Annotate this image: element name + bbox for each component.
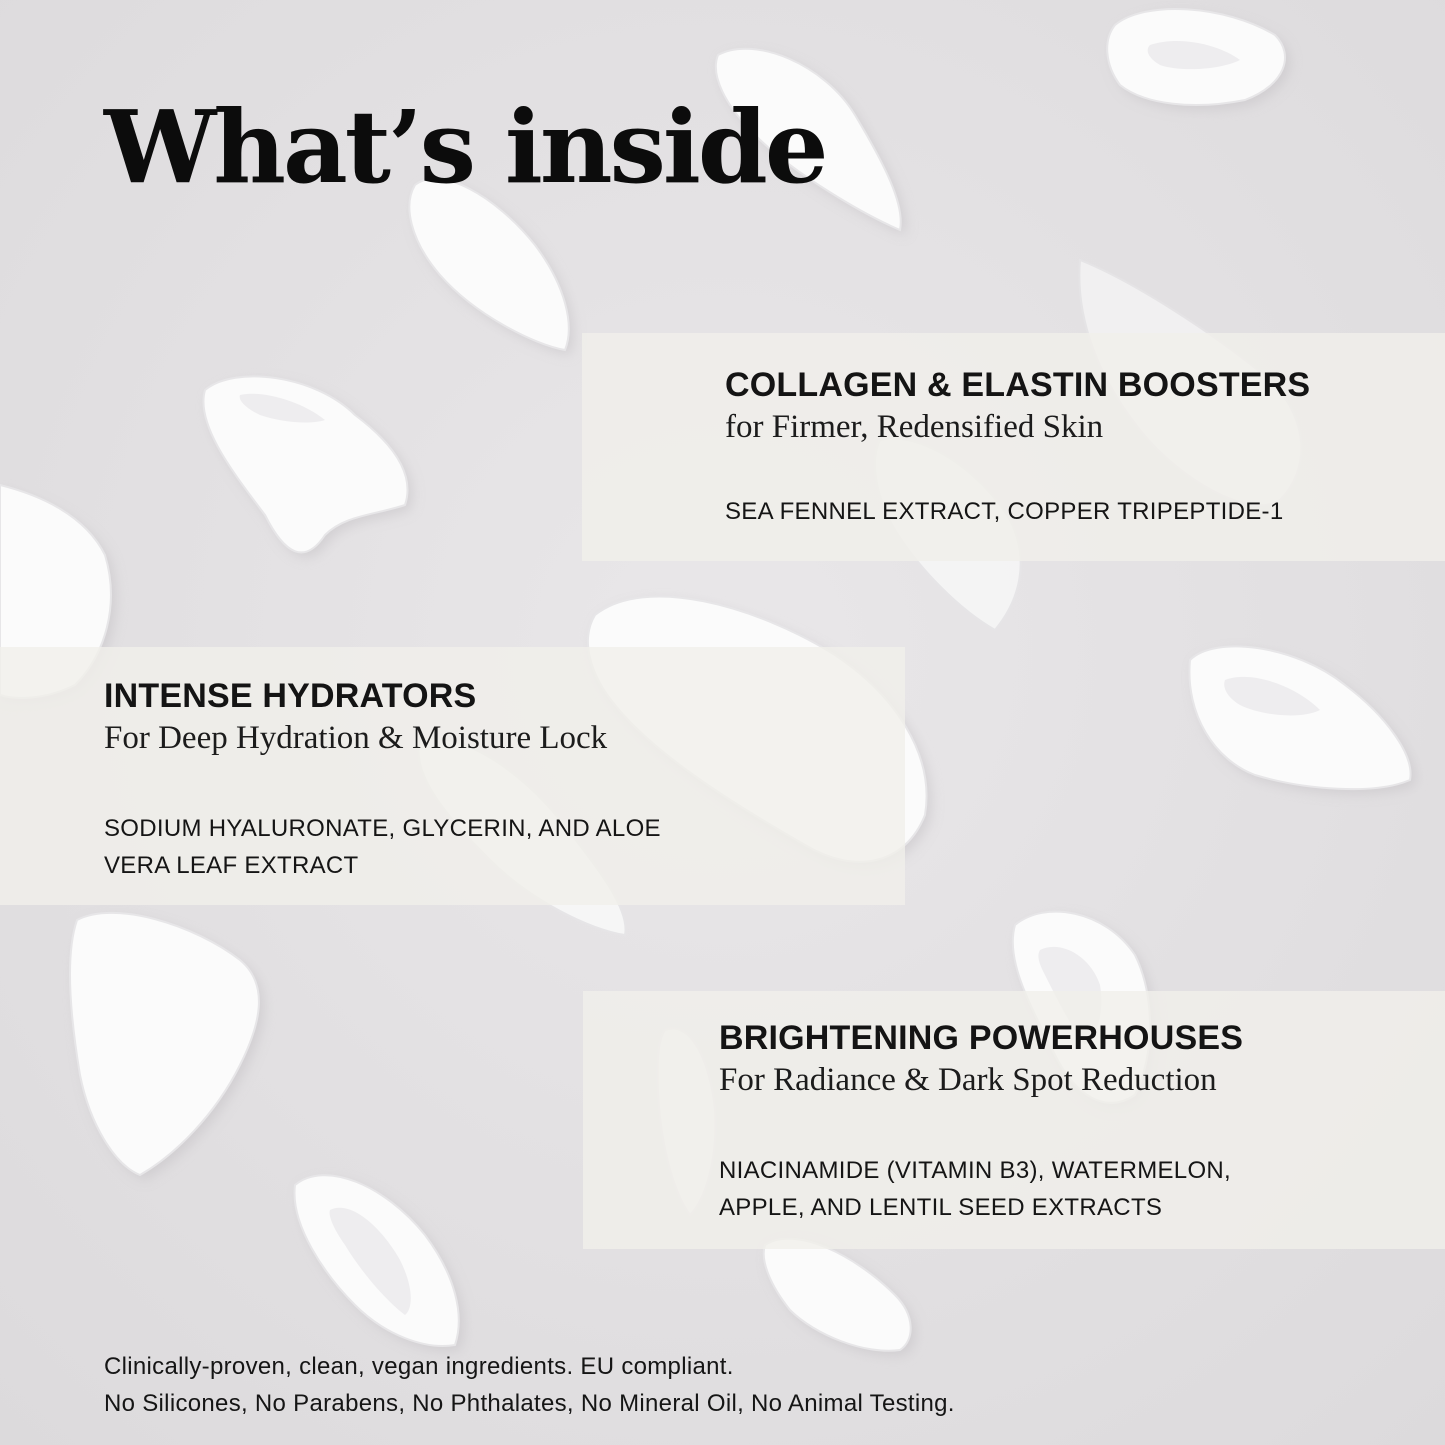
footer-claims: [104, 1348, 955, 1422]
card-subtitle: For Deep Hydration & Moisture Lock: [104, 720, 608, 756]
ingredient-card-hydrators: [0, 647, 905, 905]
card-ingredients: [719, 1152, 1445, 1226]
card-subtitle: For Radiance & Dark Spot Reduction: [719, 1062, 1217, 1098]
card-ingredients: [104, 810, 905, 884]
card-subtitle: for Firmer, Redensified Skin: [725, 409, 1104, 445]
card-heading: BRIGHTENING POWERHOUSES: [719, 1019, 1244, 1057]
card-heading: INTENSE HYDRATORS: [104, 677, 477, 715]
page-title: What’s inside: [104, 88, 826, 206]
ingredient-line: NIACINAMIDE (VITAMIN B3), WATERMELON,: [719, 1157, 1232, 1184]
ingredient-line: APPLE, AND LENTIL SEED EXTRACTS: [719, 1194, 1163, 1221]
ingredient-line: SEA FENNEL EXTRACT, COPPER TRIPEPTIDE-1: [725, 498, 1284, 525]
card-heading: COLLAGEN & ELASTIN BOOSTERS: [725, 366, 1311, 404]
footer-line-clean: Clinically-proven, clean, vegan ingredients. EU compliant.: [104, 1353, 734, 1380]
ingredient-line: SODIUM HYALURONATE, GLYCERIN, AND ALOE: [104, 815, 661, 842]
ingredient-line: VERA LEAF EXTRACT: [104, 852, 359, 879]
ingredient-card-brightening: [583, 991, 1445, 1249]
footer-line-free-from: No Silicones, No Parabens, No Phthalates, No Mineral Oil, No Animal Testing.: [104, 1390, 955, 1417]
ingredient-card-collagen: [582, 333, 1445, 561]
card-ingredients: [725, 493, 1445, 530]
